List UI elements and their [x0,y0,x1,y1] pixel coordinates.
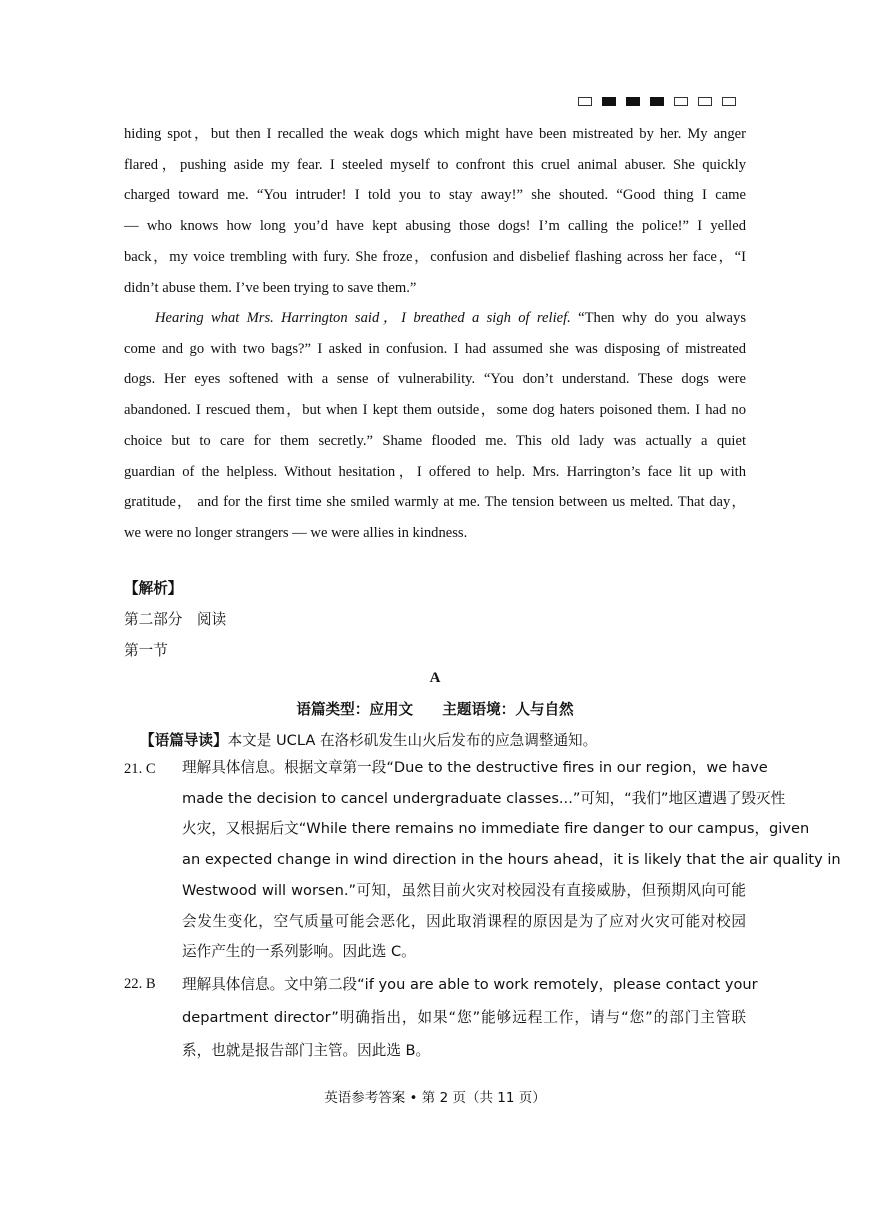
explanation-line: 理解具体信息。文中第二段“if you are able to work remotely，please contact your [182,976,758,993]
passage-type: 语篇类型：应用文 主题语境：人与自然 [296,701,574,718]
text-line: flared，pushing aside my fear. I steeled myself to confront this cruel animal abuser. She quickly [124,156,746,173]
story-paragraph-2 [124,303,746,549]
progress-marks [578,97,736,106]
part-heading: 第二部分 阅读 [124,611,227,628]
guide-text: 本文是 UCLA 在洛杉矶发生山火后发布的应急调整通知。 [227,732,598,749]
text-line: come and go with two bags?” I asked in confusion. I had assumed she was disposing of mistreated [124,340,746,357]
story-paragraph-1 [124,119,746,303]
guide-label: 【语篇导读】 [140,732,228,749]
explanation-line: made the decision to cancel undergraduate classes...”可知，“我们”地区遭遇了毁灭性 [182,789,786,807]
explanation-line: 会发生变化，空气质量可能会恶化，因此取消课程的原因是为了应对火灾可能对校园 [182,912,746,930]
section-heading: 第一节 [124,642,168,659]
text-line: abandoned. I rescued them，but when I kept them outside，some dog haters poisoned them. I had no [124,402,746,419]
text-line: didn’t abuse them. I’ve been trying to save them.” [124,279,417,296]
text-line: dogs. Her eyes softened with a sense of vulnerability. “You don’t understand. These dogs were [124,371,746,388]
text-line: hiding spot，but then I recalled the weak dogs which might have been mistreated by her. My anger [124,126,746,142]
explanation-line: 理解具体信息。根据文章第一段“Due to the destructive fires in our region，we have [182,759,768,776]
page-footer: 英语参考答案 • 第 2 页（共 11 页） [324,1090,546,1106]
text-line: guardian of the helpless. Without hesitation，I offered to help. Mrs. Harrington’s face lit up with [124,463,746,480]
text-line: choice but to care for them secretly.” Shame flooded me. This old lady was actually a quiet [124,432,746,449]
answer-number: 21. C [124,761,156,777]
story-paragraph-2-first-line [124,303,746,334]
progress-mark [698,97,712,106]
text-line: we were no longer strangers — we were allies in kindness. [124,524,468,541]
explanation-line: department director”明确指出，如果“您”能够远程工作，请与“您”的部门主管联 [182,1009,746,1026]
explanation-line: 运作产生的一系列影响。因此选 C。 [182,943,416,961]
explanation-line: an expected change in wind direction in the hours ahead，it is likely that the air quality in [182,851,841,869]
progress-mark [626,97,640,106]
answer-22 [124,968,758,1067]
progress-mark [674,97,688,106]
answer-21 [124,753,841,968]
text-line: back，my voice trembling with fury. She froze，confusion and disbelief flashing across her face，“I [124,248,746,265]
explanation-line: 系，也就是报告部门主管。因此选 B。 [182,1042,431,1059]
analysis-label: 【解析】 [124,580,183,597]
text-line: — who knows how long you’d have kept abusing those dogs! I’m calling the police!” I yelled [124,218,746,235]
explanation-line: Westwood will worsen.”可知，虽然目前火灾对校园没有直接威胁，但预期风向可能 [182,881,746,899]
explanation-line: 火灾，又根据后文“While there remains no immediate fire danger to our campus，given [182,820,810,838]
progress-mark [578,97,592,106]
progress-mark [602,97,616,106]
progress-mark [650,97,664,106]
text-line: charged toward me. “You intruder! I told you to stay away!” she shouted. “Good thing I came [124,187,746,204]
progress-mark [722,97,736,106]
passage-letter: A [429,670,441,686]
answer-explanation [182,753,841,968]
italic-sentence: Hearing what Mrs. Harrington said，I breathed a sigh of relief. [155,310,571,326]
first-line-rest: “Then why do you always [570,310,746,326]
answer-number: 22. B [124,976,156,992]
passage-guide [140,729,597,750]
text-line: gratitude， and for the first time she smiled warmly at me. The tension between us melted. That day， [124,494,746,511]
answer-explanation [182,968,758,1067]
